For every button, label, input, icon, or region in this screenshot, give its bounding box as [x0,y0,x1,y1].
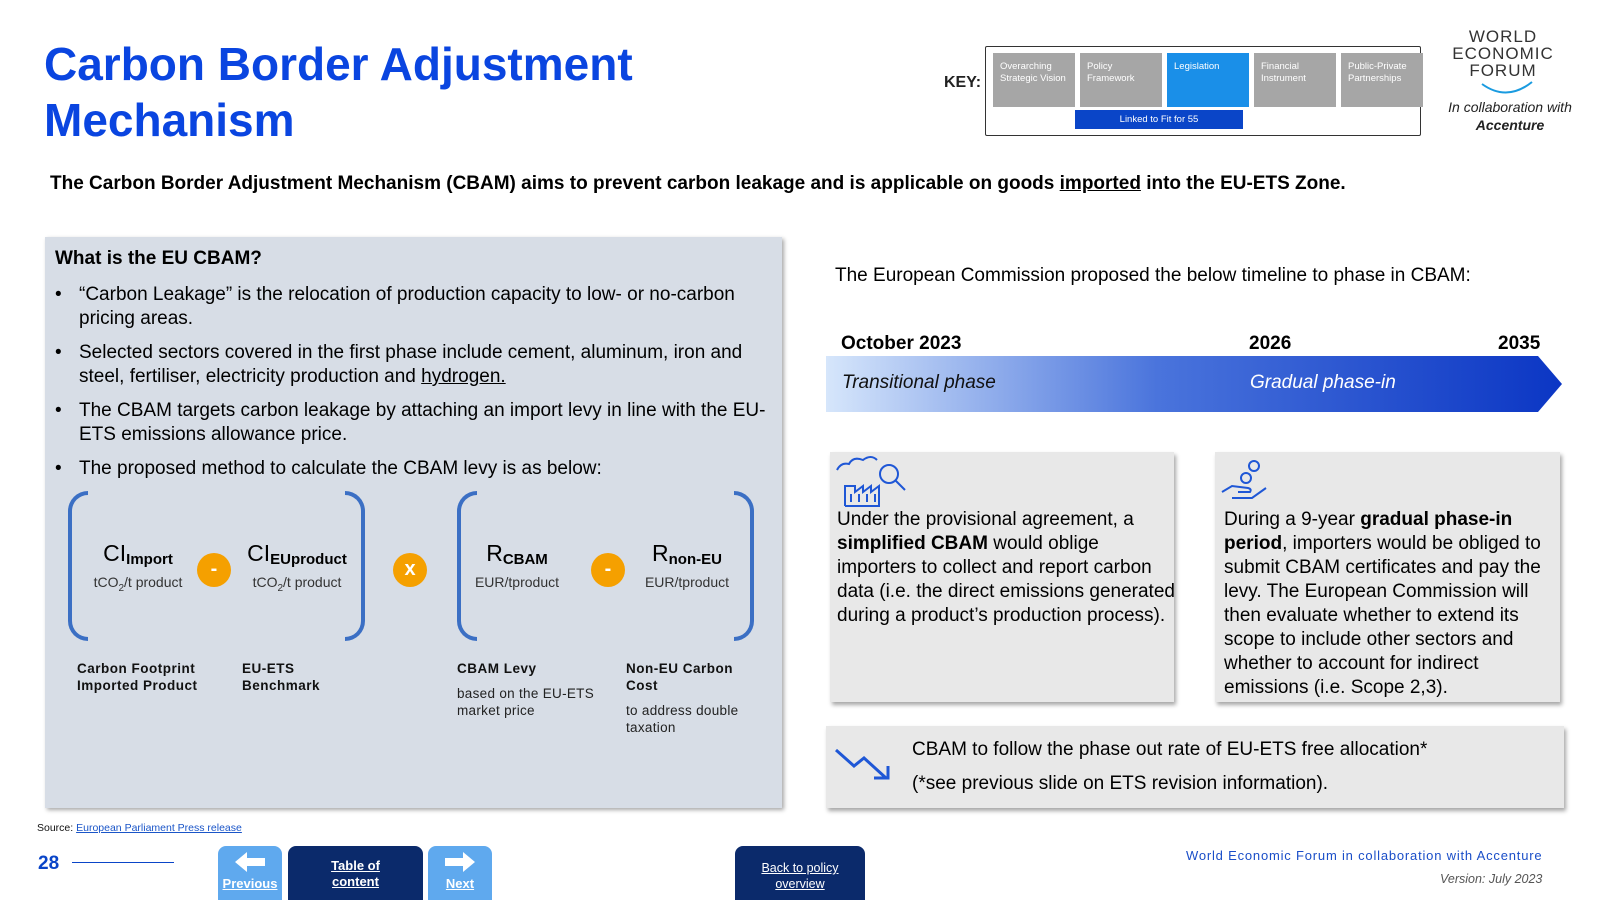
arrow-right-icon [445,852,475,872]
panel-heading: What is the EU CBAM? [55,248,262,269]
key-box-strategic-vision: Overarching Strategic Vision [993,53,1075,107]
formula-r-cbam: $R_{CBAM}$ [486,540,548,568]
minus-operator-1: - [197,553,231,587]
factory-analysis-icon [835,452,911,508]
minus-operator-2: - [591,553,625,587]
arrow-left-icon [235,852,265,872]
label-eu-ets-benchmark: EU-ETS Benchmark [242,661,321,693]
source-link[interactable]: European Parliament Press release [76,822,242,834]
multiply-operator: x [393,553,427,587]
collab-prefix: In collaboration with [1448,99,1572,115]
key-box-financial-instrument: Financial Instrument [1254,53,1336,107]
timeline-date-end: 2035 [1498,333,1541,354]
logo-line-economic: ECONOMIC [1452,44,1554,63]
key-box-policy-framework: Policy Framework [1080,53,1162,107]
footer-text: World Economic Forum in collaboration with Accenture [1186,848,1543,863]
bullet-carbon-leakage: • “Carbon Leakage” is the relocation of production capacity to low- or no-carbon pricing areas. [55,283,775,331]
logo-line-forum: FORUM [1469,61,1537,80]
card-transitional-text: Under the provisional agreement, a simplified CBAM would oblige importers to collect and report carbon data (i.e. the direct emissions generated during a product’s production process). [837,509,1175,626]
card-phase-in-text: During a 9-year gradual phase-in period, importers would be obliged to submit CBAM certificates and pay the levy. The European Commission will then evaluate whether to extend its scope to include other sectors and whether to account for indirect emissions (i.e. Scope 2,3). [1224,509,1541,698]
formula-r-non-eu: $R_{non-EU}$ [652,540,722,568]
formula-ci-euproduct: $CI_{EUproduct}$ [247,540,347,568]
bullet-method: • The proposed method to calculate the CBAM levy is as below: [55,457,775,481]
next-button[interactable] [428,846,492,900]
timeline-date-start: October 2023 [841,333,962,354]
note-cbam-levy: based on the EU-ETS market price [457,686,595,718]
bullet-sectors-text: Selected sectors covered in the first phase include cement, aluminum, iron and steel, fertiliser, electricity production and [79,342,743,387]
formula-ci-import: $CI_{Import}$ [103,540,173,568]
subtitle-start: The Carbon Border Adjustment Mechanism (CBAM) aims to prevent carbon leakage and is applicable on goods [50,173,1060,194]
collab-note [1440,98,1580,134]
previous-label: Previous [222,876,278,891]
logo-arc-icon [1480,80,1534,98]
toc-label: Table of content [331,858,380,889]
hand-coins-icon [1218,458,1274,504]
next-label: Next [445,876,475,891]
formula-unit-import: tCO$_2$/t product [93,574,183,594]
key-box-public-private: Public-Private Partnerships [1341,53,1423,107]
note-non-eu-carbon-cost: to address double taxation [626,703,739,735]
key-linked-fit-for-55: Linked to Fit for 55 [1075,110,1243,129]
phase-out-line-1: CBAM to follow the phase out rate of EU-ETS free allocation* [912,739,1428,760]
formula-unit-non-eu: EUR/tproduct [644,574,730,590]
previous-button[interactable] [218,846,282,900]
timeline-intro: The European Commission proposed the below timeline to phase in CBAM: [835,265,1471,286]
source-note: Source: European Parliament Press release [37,822,242,834]
timeline-phase-gradual: Gradual phase-in [1250,372,1396,393]
version-label: Version: July 2023 [1440,872,1543,886]
back-to-policy-overview-button[interactable] [735,846,865,900]
formula-unit-cbam: EUR/tproduct [474,574,560,590]
logo-line-world: WORLD [1468,27,1538,46]
hydrogen-link[interactable]: hydrogen. [421,366,506,387]
label-non-eu-carbon-cost: Non-EU Carbon Cost [626,661,733,693]
trend-down-icon [834,744,896,784]
wef-logo [1448,28,1558,79]
bullet-levy: • The CBAM targets carbon leakage by attaching an import levy in line with the EU-ETS emissions allowance price. [55,399,775,447]
key-box-legislation: Legislation [1167,53,1249,107]
table-of-content-button[interactable] [288,846,423,900]
page-title: Carbon Border Adjustment Mechanism [44,38,633,146]
phase-out-line-2: (*see previous slide on ETS revision information). [912,773,1329,794]
timeline-phase-transitional: Transitional phase [842,372,996,393]
collab-name: Accenture [1475,117,1545,133]
back-label: Back to policy overview [761,861,839,891]
label-carbon-footprint: Carbon Footprint Imported Product [77,661,198,693]
subtitle-end: into the EU-ETS Zone. [1140,173,1346,194]
subtitle [50,173,1346,195]
timeline-date-mid: 2026 [1249,333,1292,354]
label-cbam-levy: CBAM Levy [457,661,537,676]
subtitle-underlined: imported [1059,173,1141,194]
formula-unit-euproduct: tCO$_2$/t product [252,574,342,594]
key-label: KEY: [944,74,982,91]
bullet-sectors [55,341,775,389]
page-number: 28 [38,853,60,874]
page-number-line [72,862,174,863]
